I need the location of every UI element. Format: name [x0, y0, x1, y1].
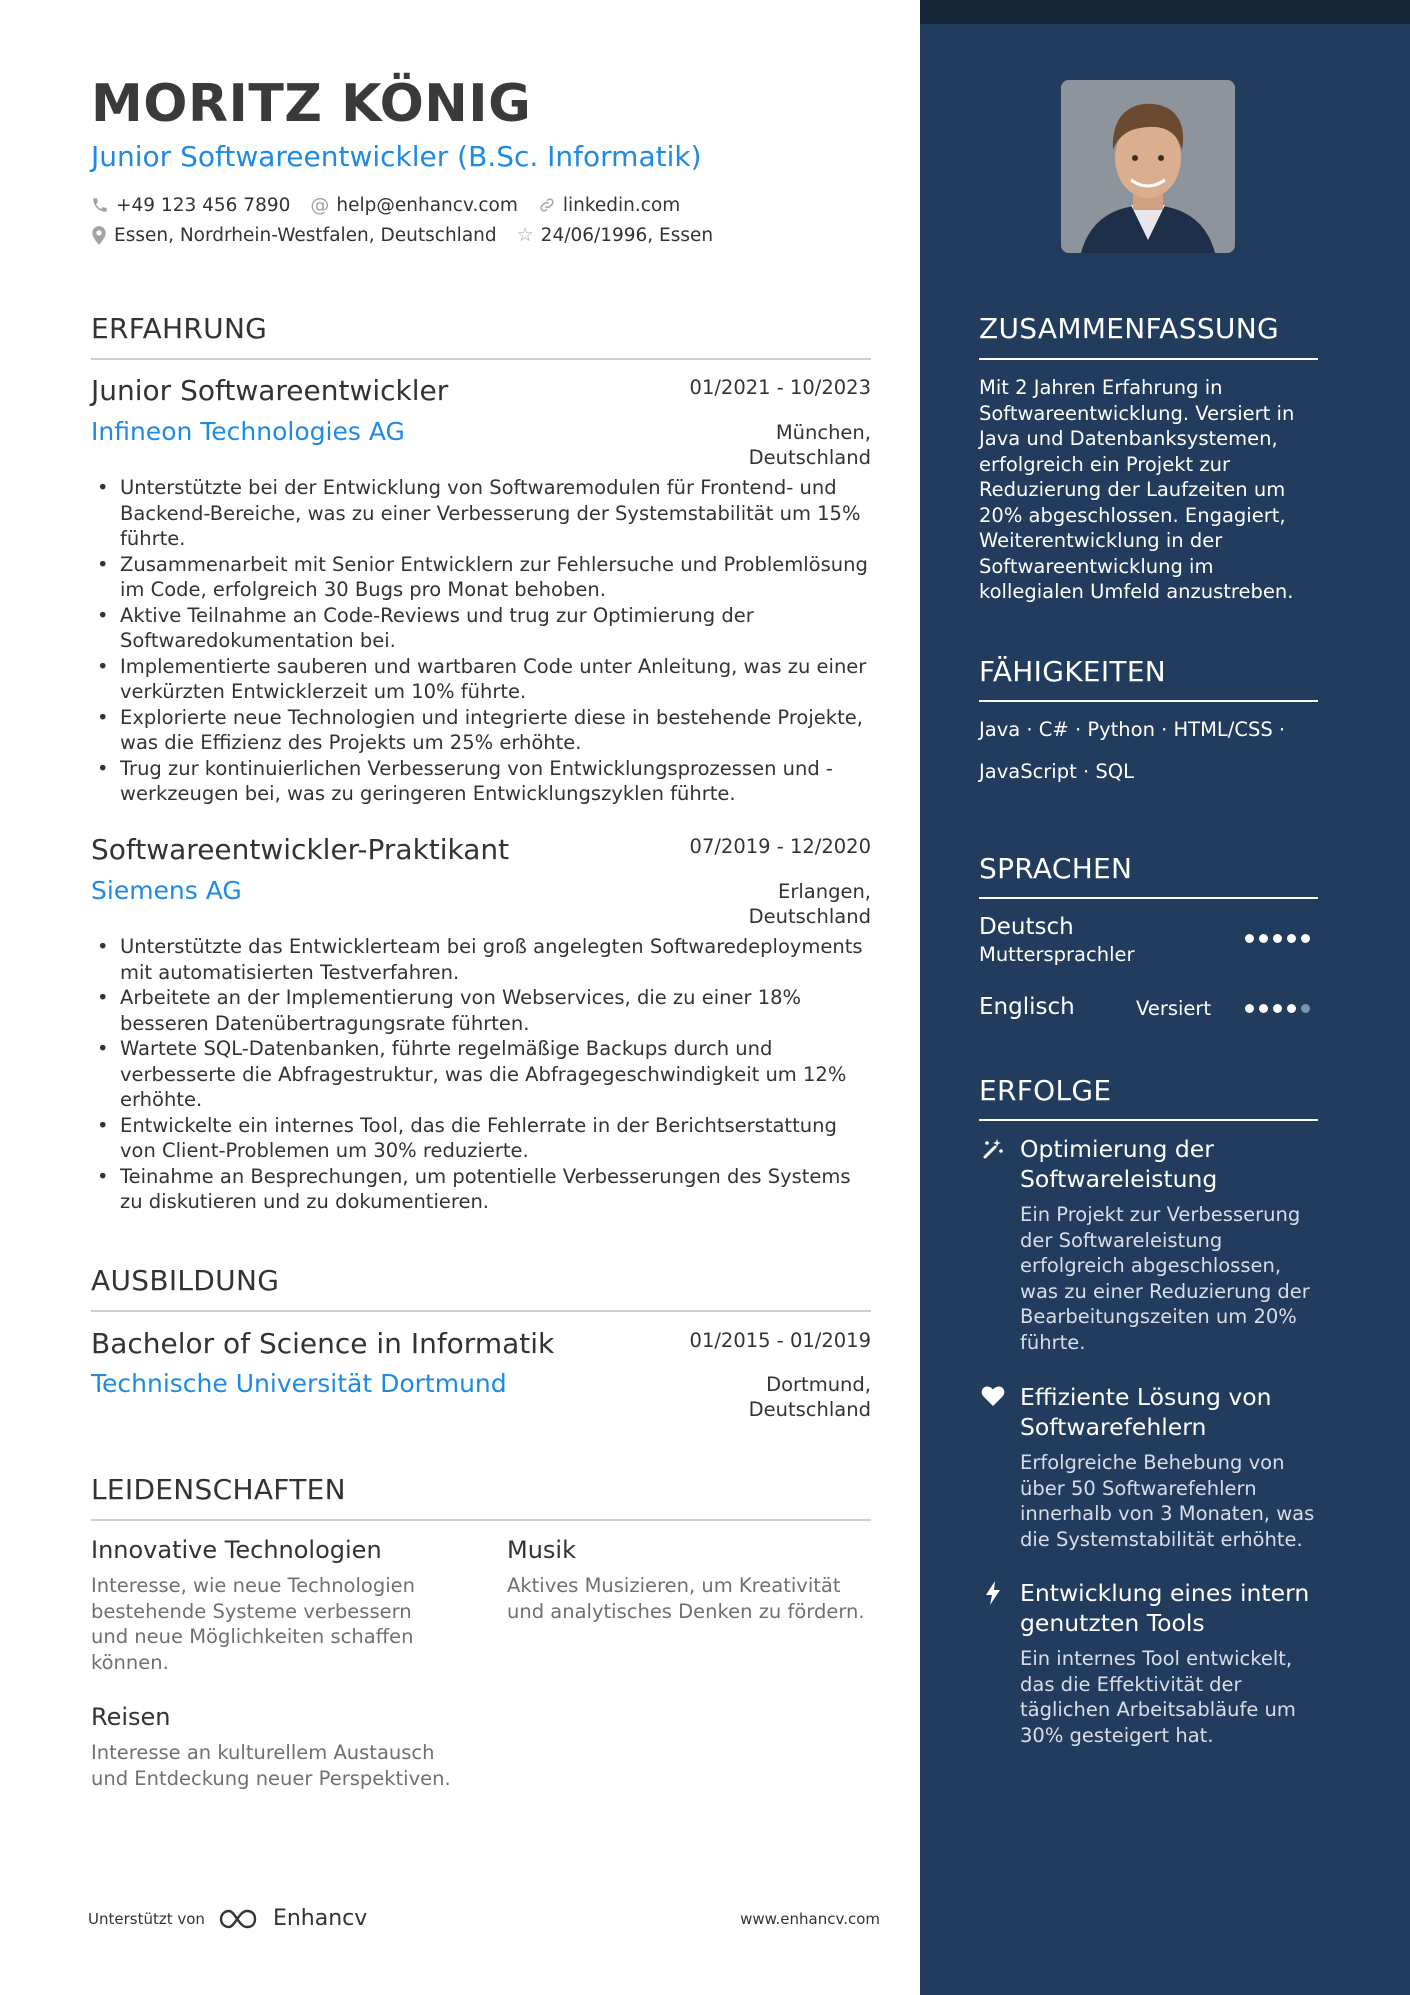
experience-title: ERFAHRUNG	[91, 312, 268, 345]
passion-3-desc: Interesse an kulturellem Austausch und Entdeckung neuer Perspektiven.	[91, 1741, 451, 1790]
skills-list	[979, 709, 1318, 793]
languages-title: SPRACHEN	[979, 852, 1133, 885]
education-title: AUSBILDUNG	[91, 1264, 280, 1297]
achievement-2-desc: Erfolgreiche Behebung von über 50 Softwarefehlern innerhalb von 3 Monaten, was die Systemstabilität erhöhte.	[1020, 1451, 1315, 1551]
footer-powered	[88, 1906, 367, 1931]
achievement-3-desc: Ein internes Tool entwickelt, das die Effektivität der täglichen Arbeitsabläufe um 30% gesteigert hat.	[1020, 1647, 1296, 1747]
job-1-city: München,	[775, 421, 871, 444]
skills-line-2: JavaScript · SQL	[979, 760, 1134, 783]
job-2-role: Softwareentwickler-Praktikant	[91, 833, 510, 866]
achievements-divider	[979, 1119, 1318, 1121]
sidebar	[920, 0, 1410, 1995]
job-2-country: Deutschland	[748, 905, 871, 928]
rating-dot	[1273, 1004, 1282, 1013]
job-2-city: Erlangen,	[778, 880, 871, 903]
rating-dot	[1273, 934, 1282, 943]
passion-1-title: Innovative Technologien	[91, 1536, 382, 1564]
job-1-country: Deutschland	[748, 446, 871, 469]
magic-wand-icon	[979, 1135, 1007, 1163]
list-item: • Entwickelte ein internes Tool, das die Fehlerrate in der Berichtserstattung von Client-Problemen um 30% reduzierte.	[91, 1113, 873, 1164]
heart-icon	[979, 1382, 1007, 1410]
contact-linkedin	[538, 195, 680, 216]
rating-dot	[1301, 934, 1310, 943]
passions-title: LEIDENSCHAFTEN	[91, 1473, 346, 1506]
email-text[interactable]: help@enhancv.com	[336, 194, 518, 216]
job-1-company[interactable]: Infineon Technologies AG	[91, 417, 405, 446]
list-item: • Arbeitete an der Implementierung von Webservices, die zu einer 18% besseren Datenübertragungsrate führten.	[91, 985, 873, 1036]
rating-dot	[1287, 934, 1296, 943]
contact-phone	[91, 195, 290, 216]
job-1-location	[671, 420, 871, 470]
education-country: Deutschland	[748, 1398, 871, 1421]
location-pin-icon	[91, 226, 107, 245]
list-item: • Unterstützte bei der Entwicklung von Softwaremodulen für Frontend- und Backend-Bereiche, was zu einer Verbesserung der Systemstabilität um 15% führte.	[91, 475, 873, 552]
job-1-bullets	[91, 475, 873, 807]
achievements-title: ERFOLGE	[979, 1074, 1112, 1107]
education-city: Dortmund,	[766, 1373, 871, 1396]
list-item: • Wartete SQL-Datenbanken, führte regelmäßige Backups durch und verbesserte die Abfragestruktur, was die Abfragegeschwindigkeit um 12% erhöhte.	[91, 1036, 873, 1113]
enhancv-logo-icon	[217, 1907, 265, 1931]
link-icon	[538, 196, 556, 214]
passion-2-desc: Aktives Musizieren, um Kreativität und analytisches Denken zu fördern.	[507, 1574, 865, 1623]
headline: Junior Softwareentwickler (B.Sc. Informatik)	[91, 140, 702, 173]
experience-divider	[91, 358, 871, 360]
candidate-name: MORITZ KÖNIG	[91, 74, 532, 134]
contact-row-primary	[91, 194, 700, 216]
job-2-company[interactable]: Siemens AG	[91, 876, 242, 905]
passion-3-title: Reisen	[91, 1703, 171, 1731]
summary-text: Mit 2 Jahren Erfahrung in Softwareentwicklung. Versiert in Java und Datenbanksystemen, erfolgreich ein Projekt zur Reduzierung der Laufzeiten um 20% abgeschlossen. Engagiert, Weiterentwicklung in der Softwareentwicklung im kollegialen Umfeld anzustreben.	[979, 376, 1295, 603]
language-2-rating	[1245, 1004, 1315, 1013]
job-1-dates: 01/2021 - 10/2023	[689, 376, 871, 399]
profile-photo	[1061, 80, 1235, 253]
language-2-level: Versiert	[1136, 997, 1212, 1020]
list-item: • Trug zur kontinuierlichen Verbesserung von Entwicklungsprozessen und -werkzeugen bei, was zu geringeren Entwicklungszyklen führte.	[91, 756, 873, 807]
footer-url[interactable]: www.enhancv.com	[740, 1910, 880, 1928]
education-location	[671, 1372, 871, 1422]
language-1-rating	[1245, 934, 1315, 943]
rating-dot	[1287, 1004, 1296, 1013]
contact-location	[91, 225, 497, 246]
list-item: • Explorierte neue Technologien und integrierte diese in bestehende Projekte, was die Effizienz des Projekts um 25% erhöhte.	[91, 705, 873, 756]
passion-2-title: Musik	[507, 1536, 576, 1564]
language-1-name: Deutsch	[979, 914, 1074, 940]
phone-text[interactable]: +49 123 456 7890	[116, 194, 291, 216]
passions-divider	[91, 1519, 871, 1521]
achievement-2-title: Effiziente Lösung von Softwarefehlern	[1020, 1383, 1272, 1441]
star-icon: ☆	[516, 224, 534, 246]
education-dates: 01/2015 - 01/2019	[689, 1329, 871, 1352]
list-item: • Aktive Teilnahme an Code-Reviews und trug zur Optimierung der Softwaredokumentation bei.	[91, 603, 873, 654]
birth-text: 24/06/1996, Essen	[540, 224, 714, 246]
achievement-1-title: Optimierung der Softwareleistung	[1020, 1135, 1218, 1193]
location-text: Essen, Nordrhein-Westfalen, Deutschland	[114, 224, 497, 246]
list-item: • Implementierte sauberen und wartbaren Code unter Anleitung, was zu einer verkürzten Entwicklerzeit um 10% führte.	[91, 654, 873, 705]
language-2-name: Englisch	[979, 994, 1075, 1020]
rating-dot	[1245, 934, 1254, 943]
passion-1-desc: Interesse, wie neue Technologien bestehende Systeme verbessern und neue Möglichkeiten schaffen können.	[91, 1574, 415, 1674]
skills-divider	[979, 700, 1318, 702]
languages-divider	[979, 897, 1318, 899]
lightning-icon	[979, 1579, 1007, 1607]
contact-birth	[517, 224, 714, 246]
contact-row-secondary	[91, 224, 733, 246]
at-icon: @	[310, 194, 330, 216]
job-2-bullets	[91, 934, 873, 1215]
list-item: • Teinahme an Besprechungen, um potentielle Verbesserungen des Systems zu diskutieren und zu dokumentieren.	[91, 1164, 873, 1215]
achievement-3-title: Entwicklung eines intern genutzten Tools	[1020, 1579, 1310, 1637]
language-1-level: Muttersprachler	[979, 943, 1135, 966]
sidebar-top-bar	[920, 0, 1410, 24]
contact-email	[310, 194, 517, 216]
skills-line-1: Java · C# · Python · HTML/CSS ·	[979, 718, 1286, 741]
education-degree: Bachelor of Science in Informatik	[91, 1327, 555, 1360]
education-divider	[91, 1310, 871, 1312]
list-item: • Zusammenarbeit mit Senior Entwicklern zur Fehlersuche und Problemlösung im Code, erfolgreich 30 Bugs pro Monat behoben.	[91, 552, 873, 603]
list-item: • Unterstützte das Entwicklerteam bei groß angelegten Softwaredeployments mit automatisierten Testverfahren.	[91, 934, 873, 985]
job-2-dates: 07/2019 - 12/2020	[689, 835, 871, 858]
rating-dot	[1259, 934, 1268, 943]
skills-title: FÄHIGKEITEN	[979, 655, 1167, 688]
job-1-role: Junior Softwareentwickler	[91, 374, 449, 407]
phone-icon	[91, 196, 109, 214]
rating-dot	[1245, 1004, 1254, 1013]
education-school[interactable]: Technische Universität Dortmund	[91, 1369, 507, 1398]
enhancv-brand-text: Enhancv	[272, 1906, 368, 1931]
rating-dot	[1259, 1004, 1268, 1013]
job-2-location	[671, 879, 871, 929]
enhancv-logo[interactable]	[217, 1906, 367, 1931]
achievement-1-desc: Ein Projekt zur Verbesserung der Softwareleistung erfolgreich abgeschlossen, was zu einer Reduzierung der Bearbeitungszeiten um 20% führte.	[1020, 1203, 1310, 1354]
linkedin-text[interactable]: linkedin.com	[562, 194, 681, 216]
rating-dot-empty	[1301, 1004, 1310, 1013]
summary-divider	[979, 358, 1318, 360]
footer-powered-label: Unterstützt von	[88, 1909, 205, 1928]
summary-title: ZUSAMMENFASSUNG	[979, 312, 1279, 345]
